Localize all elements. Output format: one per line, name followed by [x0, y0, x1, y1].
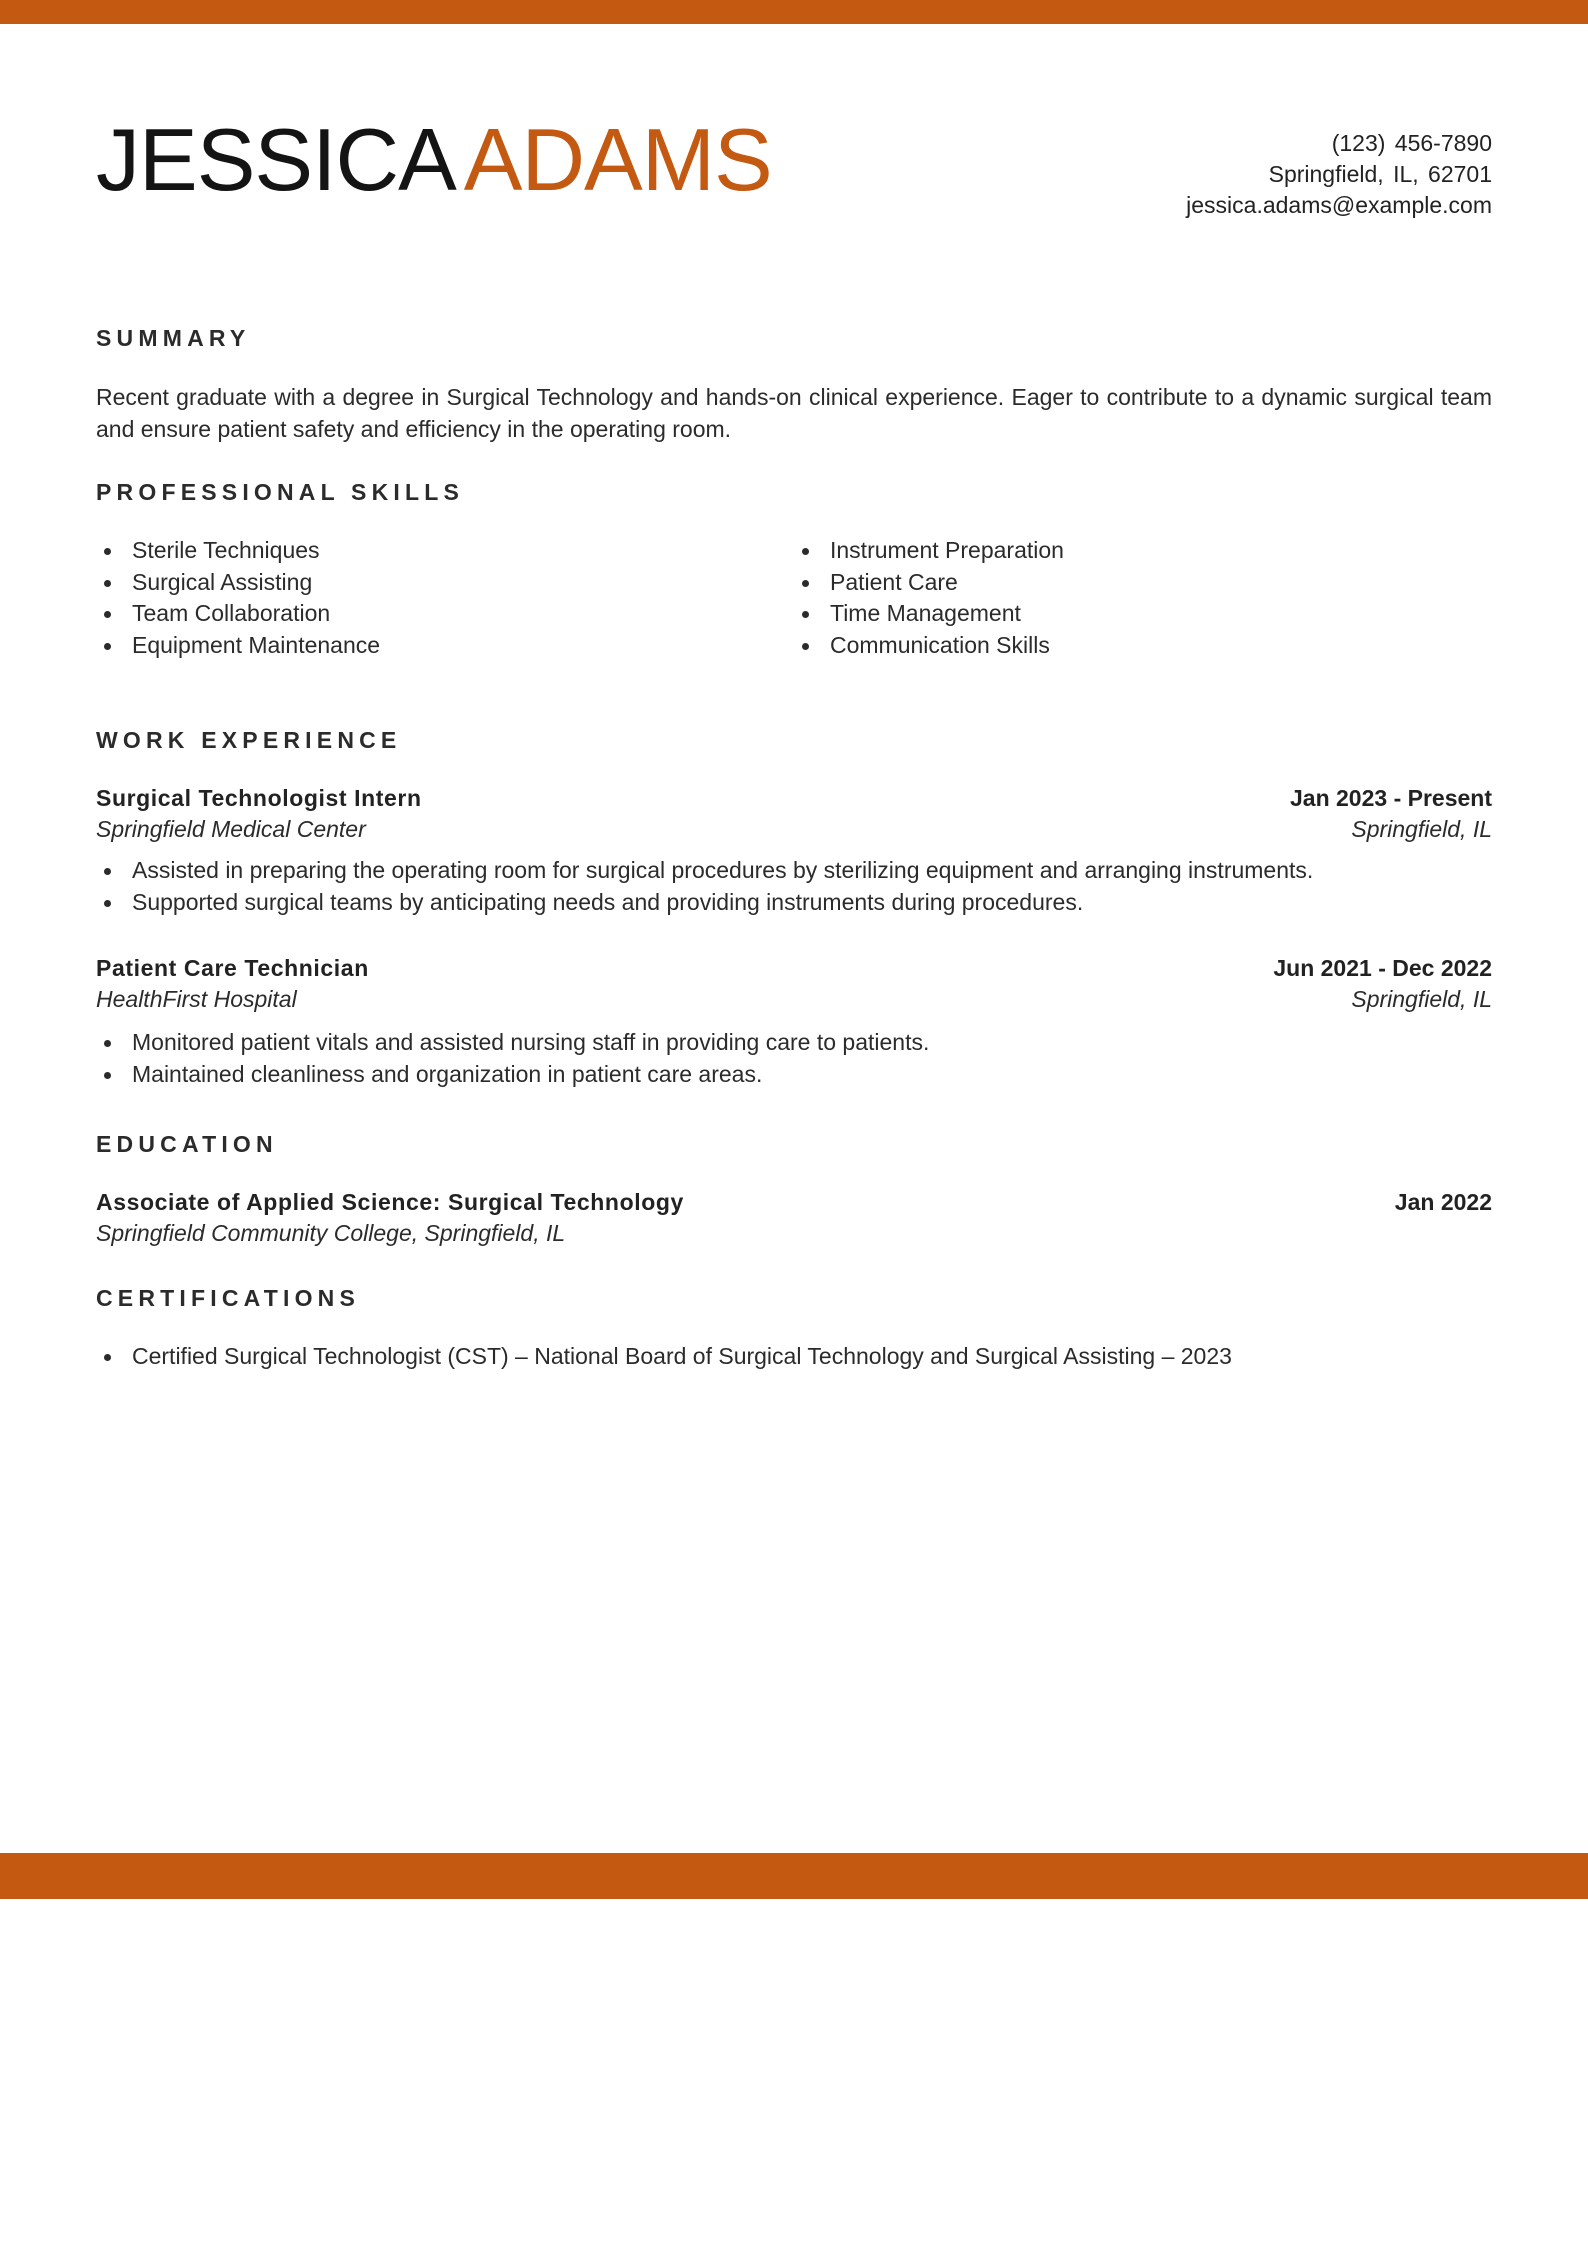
resume-header — [96, 108, 1492, 238]
job-entry — [96, 955, 1492, 1090]
experience-heading: WORK EXPERIENCE — [96, 727, 402, 753]
certifications-heading: CERTIFICATIONS — [96, 1285, 361, 1311]
job-location: Springfield, IL — [1351, 816, 1492, 842]
job-bullet: Assisted in preparing the operating room for surgical procedures by sterilizing equipment and arranging instruments. — [96, 855, 1492, 887]
contact-phone: (123) 456-7890 — [1331, 130, 1492, 156]
candidate-name — [96, 108, 772, 212]
job-location: Springfield, IL — [1351, 986, 1492, 1012]
contact-email: jessica.adams@example.com — [1186, 192, 1492, 218]
first-name: JESSICA — [96, 110, 456, 209]
skills-heading: PROFESSIONAL SKILLS — [96, 479, 465, 505]
job-title: Surgical Technologist Intern — [96, 785, 422, 811]
bottom-accent-bar — [0, 1853, 1588, 1899]
job-entry — [96, 785, 1492, 918]
job-organization: HealthFirst Hospital — [96, 986, 297, 1012]
last-name: ADAMS — [463, 110, 772, 209]
skills-column-right — [794, 535, 1064, 661]
summary-text: Recent graduate with a degree in Surgical Technology and hands-on clinical experience. Eager to contribute to a dynamic surgical team and ensure patient safety and efficiency in the operating room. — [96, 384, 1492, 442]
certifications-list — [96, 1341, 1232, 1373]
school-name: Springfield Community College, Springfield, IL — [96, 1220, 566, 1246]
skill-item: Team Collaboration — [96, 598, 380, 630]
job-organization: Springfield Medical Center — [96, 816, 366, 842]
education-entry — [96, 1189, 1492, 1251]
job-bullet: Monitored patient vitals and assisted nursing staff in providing care to patients. — [96, 1027, 1492, 1059]
certification-item: Certified Surgical Technologist (CST) – National Board of Surgical Technology and Surgical Assisting – 2023 — [96, 1341, 1232, 1373]
skill-item: Patient Care — [794, 567, 1064, 599]
degree-title: Associate of Applied Science: Surgical Technology — [96, 1189, 684, 1215]
skill-item: Communication Skills — [794, 630, 1064, 662]
skill-item: Time Management — [794, 598, 1064, 630]
education-date: Jan 2022 — [1394, 1189, 1492, 1215]
skills-column-left — [96, 535, 380, 661]
job-dates: Jan 2023 - Present — [1289, 785, 1492, 811]
contact-info — [1186, 128, 1492, 221]
education-heading: EDUCATION — [96, 1131, 278, 1157]
summary-heading: SUMMARY — [96, 325, 251, 351]
job-bullet: Maintained cleanliness and organization in patient care areas. — [96, 1059, 1492, 1091]
skill-item: Equipment Maintenance — [96, 630, 380, 662]
job-title: Patient Care Technician — [96, 955, 369, 981]
skill-item: Surgical Assisting — [96, 567, 380, 599]
top-accent-bar — [0, 0, 1588, 24]
contact-address: Springfield, IL, 62701 — [1268, 161, 1492, 187]
job-bullet: Supported surgical teams by anticipating needs and providing instruments during procedures. — [96, 887, 1492, 919]
skill-item: Instrument Preparation — [794, 535, 1064, 567]
job-dates: Jun 2021 - Dec 2022 — [1273, 955, 1492, 981]
skill-item: Sterile Techniques — [96, 535, 380, 567]
